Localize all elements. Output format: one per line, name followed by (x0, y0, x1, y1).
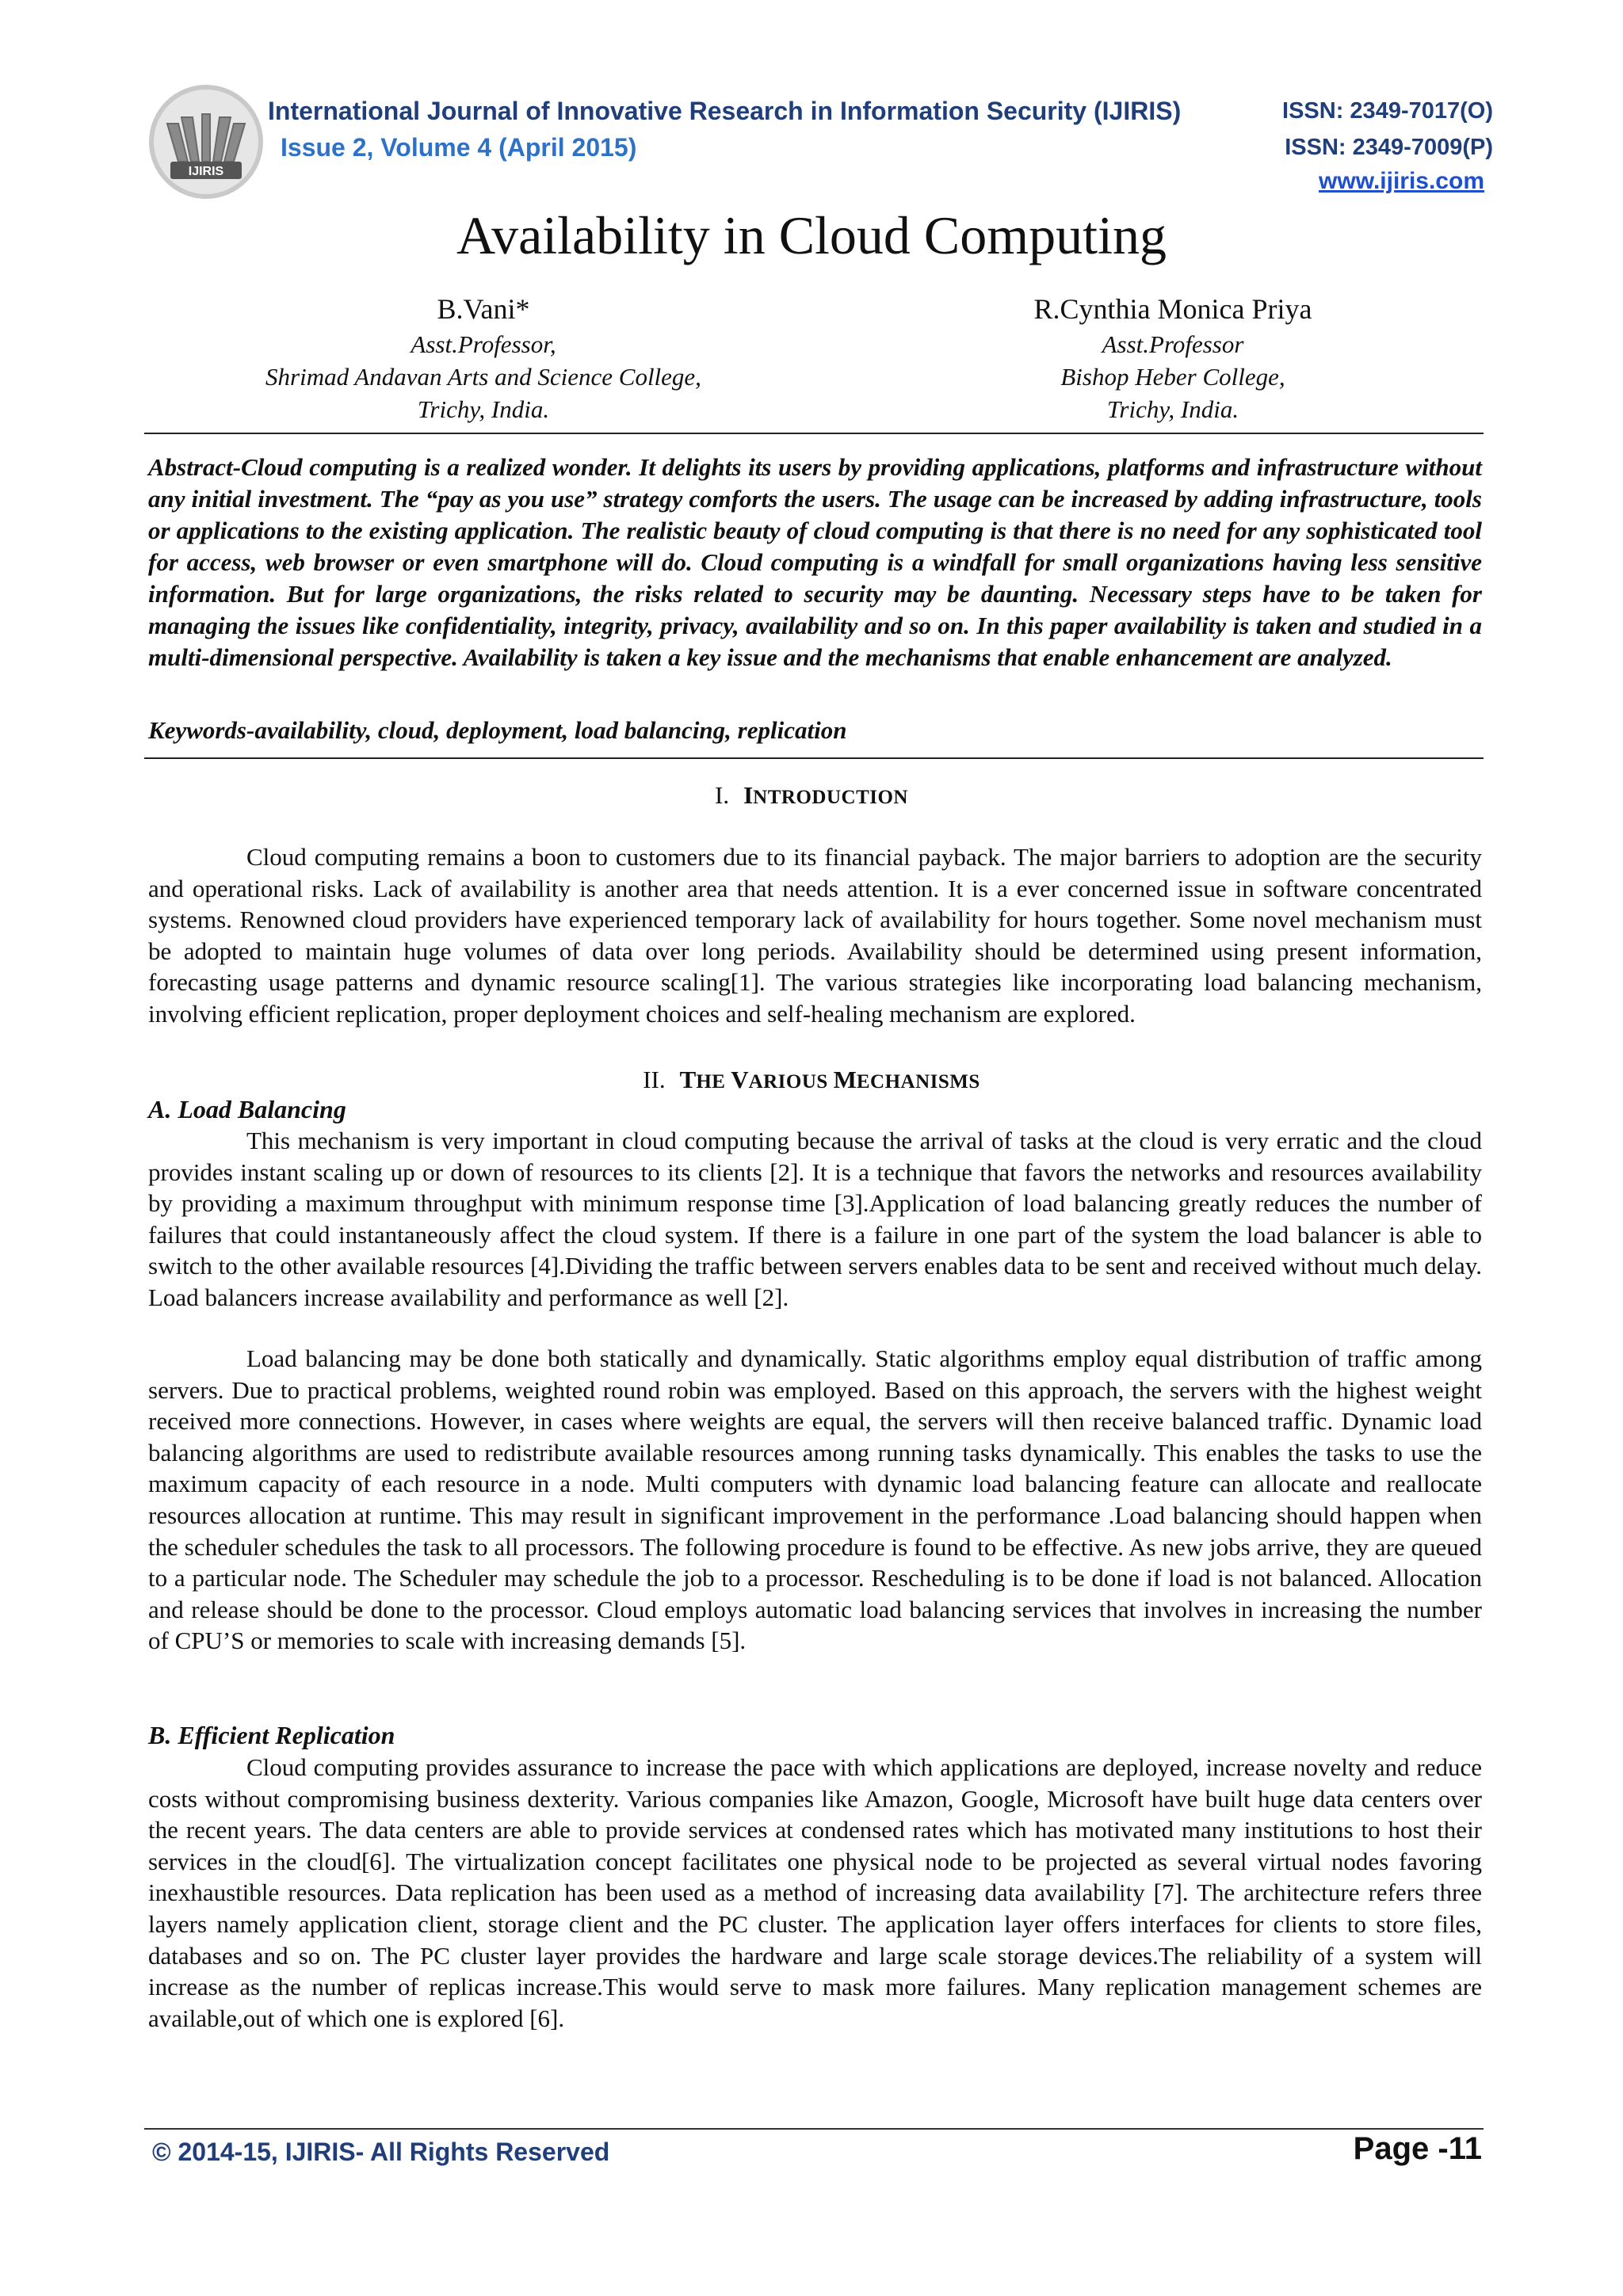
author-position: Asst.Professor (1102, 330, 1244, 358)
divider (144, 757, 1484, 759)
footer-copyright: © 2014-15, IJIRIS- All Rights Reserved (152, 2138, 610, 2166)
load-balancing-paragraph-1: This mechanism is very important in cloud computing because the arrival of tasks at the cloud is very erratic and the cloud provides instant scaling up or down of resources to its clients [2]. It is a technique that favors the networks and resources availability by providing a maximum throughput with minimum response time [3].Application of load balancing greatly reduces the number of failures that could instantaneously affect the cloud system. If there is a failure in one part of the system the load balancer is able to switch to the other available resources [4].Dividing the traffic between servers enables data to be sent and received without much delay. Load balancers increase availability and performance as well [2]. (148, 1127, 1482, 1311)
author-location: Trichy, India. (1106, 395, 1239, 423)
journal-website-link[interactable]: www.ijiris.com (1319, 168, 1484, 194)
issn-online: ISSN: 2349-7017(O) (1282, 98, 1493, 124)
ijiris-logo-icon (147, 82, 265, 201)
footer-divider (144, 2128, 1484, 2130)
author-location: Trichy, India. (417, 395, 550, 423)
paper-title: Availability in Cloud Computing (456, 205, 1167, 265)
abstract: Abstract-Cloud computing is a realized wonder. It delights its users by providing applications, platforms and infrastructure without any initial investment. The “pay as you use” strategy comforts the users. The usage can be increased by adding infrastructure, tools or applications to the existing application. The realistic beauty of cloud computing is that there is no need for any sophisticated tool for access, web browser or even smartphone will do. Cloud computing is a windfall for small organizations having less sensitive information. But for large organizations, the risks related to security may be daunting. Necessary steps have to be taken for managing the issues like confidentiality, integrity, privacy, availability and so on. In this paper availability is taken and studied in a multi-dimensional perspective. Availability is taken a key issue and the mechanisms that enable enhancement are analyzed. (148, 453, 1482, 671)
introduction-paragraph: Cloud computing remains a boon to customers due to its financial payback. The major barriers to adoption are the security and operational risks. Lack of availability is another area that needs attention. It is a ever concerned issue in software concentrated systems. Renowned cloud providers have experienced temporary lack of availability for hours together. Some novel mechanism must be adopted to maintain huge volumes of data over long periods. Availability should be determined using present information, forecasting usage patterns and dynamic resource scaling[1]. The various strategies like incorporating load balancing mechanism, involving efficient replication, proper deployment choices and self-healing mechanism are explored. (148, 843, 1482, 1028)
replication-paragraph: Cloud computing provides assurance to increase the pace with which applications are deployed, increase novelty and reduce costs without compromising business dexterity. Various companies like Amazon, Google, Microsoft have built huge data centers over the recent years. The data centers are able to provide services at condensed rates which has motivated many institutions to host their services in the cloud[6]. The virtualization concept facilitates one physical node to be projected as several virtual nodes favoring inexhaustible resources. Data replication has been used as a method of increasing data availability [7]. The architecture refers three layers namely application client, storage client and the PC cluster. The application layer offers interfaces for clients to store files, databases and so on. The PC cluster layer provides the hardware and large scale storage devices.The reliability of a system will increase as the number of replicas increase.This would serve to mask more failures. Many replication management schemes are available,out of which one is explored [6]. (148, 1753, 1482, 2032)
author-block-1 (222, 290, 745, 425)
issn-print: ISSN: 2349-7009(P) (1285, 135, 1493, 160)
author-block-2 (943, 290, 1403, 425)
author-institution: Bishop Heber College, (1060, 363, 1285, 391)
journal-name: International Journal of Innovative Research in Information Security (IJIRIS) (268, 97, 1182, 125)
subsection-heading-load-balancing: A. Load Balancing (148, 1095, 346, 1123)
svg-text:IJIRIS: IJIRIS (188, 165, 224, 178)
divider (144, 433, 1484, 434)
section-heading-introduction: I. INTRODUCTION (715, 781, 908, 809)
author-name: R.Cynthia Monica Priya (1033, 293, 1312, 325)
author-position: Asst.Professor, (411, 330, 556, 358)
author-name: B.Vani* (437, 293, 530, 325)
keywords: Keywords-availability, cloud, deployment, load balancing, replication (148, 716, 847, 744)
author-institution: Shrimad Andavan Arts and Science College, (265, 363, 701, 391)
subsection-heading-replication: B. Efficient Replication (148, 1721, 395, 1749)
journal-issue: Issue 2, Volume 4 (April 2015) (281, 133, 637, 162)
section-heading-mechanisms: II. THE VARIOUS MECHANISMS (643, 1066, 980, 1093)
load-balancing-paragraph-2: Load balancing may be done both statically and dynamically. Static algorithms employ equal distribution of traffic among servers. Due to practical problems, weighted round robin was employed. Based on this approach, the servers with the highest weight received more connections. However, in cases where weights are equal, the servers will then receive balanced traffic. Dynamic load balancing algorithms are used to redistribute available resources among running tasks dynamically. This enables the tasks to use the maximum capacity of each resource in a node. Multi computers with dynamic load balancing feature can allocate and reallocate resources allocation at runtime. This may result in significant improvement in the performance .Load balancing should happen when the scheduler schedules the task to all processors. The following procedure is found to be effective. As new jobs arrive, they are queued to a particular node. The Scheduler may schedule the job to a processor. Rescheduling is to be done if load is not balanced. Allocation and release should be done to the processor. Cloud employs automatic load balancing services that involves in increasing the number of CPU’S or memories to scale with increasing demands [5]. (148, 1344, 1482, 1655)
footer-page-number: Page -11 (1353, 2131, 1482, 2166)
